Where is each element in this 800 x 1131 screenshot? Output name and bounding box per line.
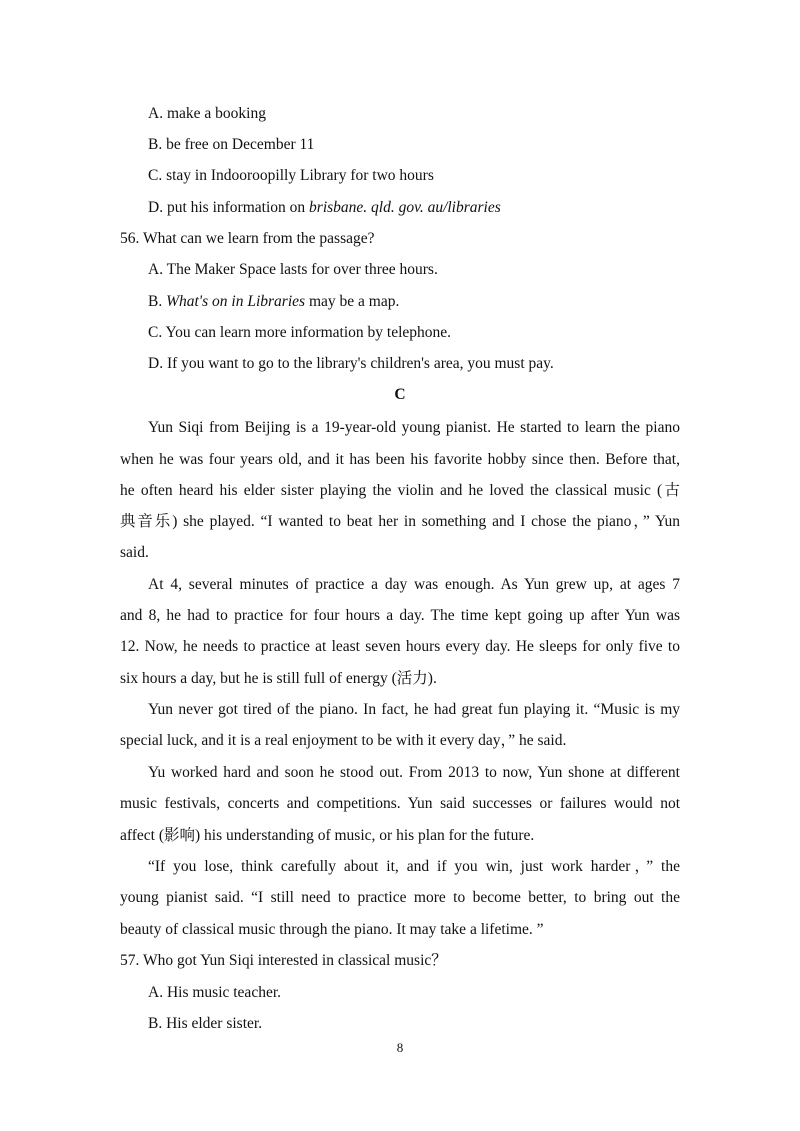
section-heading: C	[394, 386, 406, 403]
passage-p1-line2: when he was four years old, and it has been his favorite hobby since then. Before that,	[120, 451, 680, 468]
q55-option-c: C. stay in Indooroopilly Library for two hours	[148, 167, 434, 184]
q56-option-b-suffix: may be a map.	[305, 293, 400, 310]
passage-p1-line3: he often heard his elder sister playing the violin and he loved the classical music (古	[120, 482, 680, 499]
passage-p4-line3: affect (影响) his understanding of music, or his plan for the future.	[120, 827, 535, 844]
passage-p2-line3: 12. Now, he needs to practice at least seven hours every day. He sleeps for only five to	[120, 638, 680, 655]
q57-option-a: A. His music teacher.	[148, 984, 282, 1001]
page-number: 8	[396, 1040, 404, 1055]
passage-p1-line5: said.	[120, 544, 149, 561]
q56-option-b	[148, 292, 399, 312]
q57-stem: 57. Who got Yun Siqi interested in classical music？	[120, 952, 447, 969]
passage-p1-line1: Yun Siqi from Beijing is a 19-year-old young pianist. He started to learn the piano	[148, 419, 680, 436]
passage-p5-line3: beauty of classical music through the piano. It may take a lifetime. ”	[120, 921, 544, 938]
q56-option-d: D. If you want to go to the library's children's area, you must pay.	[148, 355, 554, 372]
passage-p3-line2: special luck, and it is a real enjoyment to be with it every day，” he said.	[120, 732, 567, 749]
passage-p2-line2: and 8, he had to practice for four hours a day. The time kept going up after Yun was	[120, 607, 680, 624]
q55-option-a: A. make a booking	[148, 105, 266, 122]
q56-stem: 56. What can we learn from the passage?	[120, 230, 375, 247]
q56-option-c: C. You can learn more information by telephone.	[148, 324, 452, 341]
passage-p1-line4: 典音乐) she played. “I wanted to beat her in something and I chose the piano，” Yun	[120, 513, 680, 530]
passage-p4-line1: Yu worked hard and soon he stood out. From 2013 to now, Yun shone at different	[148, 764, 680, 781]
passage-p2-line1: At 4, several minutes of practice a day was enough. As Yun grew up, at ages 7	[148, 576, 680, 593]
q55-option-d-url: brisbane. qld. gov. au/libraries	[309, 199, 501, 216]
passage-p5-line2: young pianist said. “I still need to practice more to become better, to bring out the	[120, 889, 680, 906]
passage-p5-line1: “If you lose, think carefully about it, and if you win, just work harder，” the	[148, 858, 680, 875]
q55-option-b: B. be free on December 11	[148, 136, 315, 153]
passage-p4-line2: music festivals, concerts and competitions. Yun said successes or failures would not	[120, 795, 680, 812]
q56-option-a: A. The Maker Space lasts for over three hours.	[148, 261, 438, 278]
q57-option-b: B. His elder sister.	[148, 1015, 263, 1032]
passage-p3-line1: Yun never got tired of the piano. In fact, he had great fun playing it. “Music is my	[148, 701, 680, 718]
q55-option-d	[148, 198, 501, 218]
q55-option-d-text: D. put his information on	[148, 199, 310, 216]
passage-p2-line4: six hours a day, but he is still full of energy (活力).	[120, 670, 437, 687]
q56-option-b-prefix: B.	[148, 293, 167, 310]
q56-option-b-title: What's on in Libraries	[166, 293, 306, 310]
